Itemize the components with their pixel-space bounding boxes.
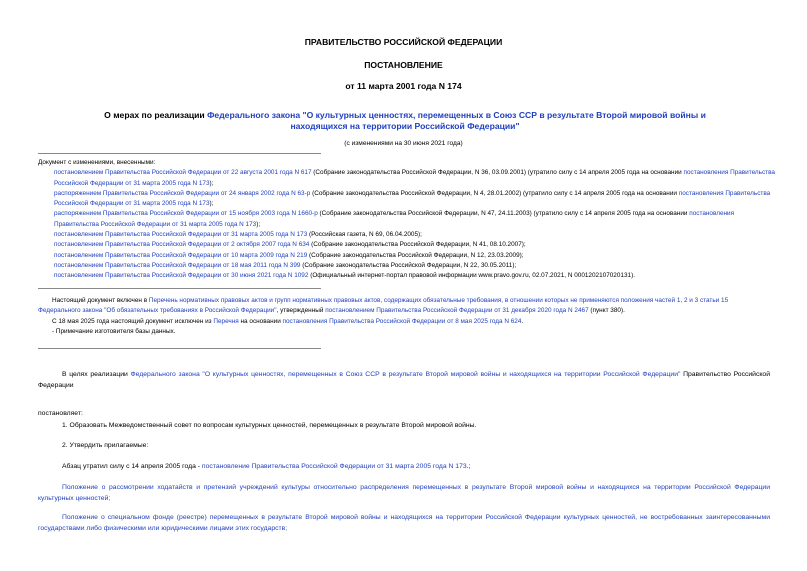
revision-note: (с изменениями на 30 июня 2021 года) (344, 140, 463, 147)
change-item (38, 240, 778, 250)
title-law-link[interactable]: Федерального закона "О культурных ценностях, перемещенных в Союз ССР в результате Второй мировой войны и находящихся на территории Российской Федерации" (207, 110, 706, 131)
change-item-link[interactable]: постановлением Правительства Российской Федерации от 22 августа 2001 года N 617 (54, 169, 312, 177)
regulation-2-link[interactable]: Положение о специальном фонде (реестре) перемещенных в результате Второй мировой войны и находящихся на территории Российской Федерации культурных ценностей, не востребованных заинтересованными государствами либо физическими или юридическими лицами этих государств; (38, 514, 770, 532)
change-item (38, 189, 778, 210)
government-heading: ПРАВИТЕЛЬСТВО РОССИЙСКОЙ ФЕДЕРАЦИИ (304, 37, 503, 47)
change-item-repeal-link[interactable]: постановления Правительства Российской Федерации от 31 марта 2005 года N 173 (54, 169, 775, 187)
note-perechen-link[interactable]: Перечня (213, 317, 239, 325)
document-title (90, 110, 720, 132)
change-item-link[interactable]: постановлением Правительства Российской Федерации от 18 мая 2011 года N 399 (54, 261, 301, 269)
note-decree-link[interactable]: постановлением Правительства Российской Федерации от 31 декабря 2020 года N 2467 (325, 307, 589, 315)
note-text: С 18 мая 2025 года настоящий документ исключен из (52, 317, 214, 325)
abzac-decree-link[interactable]: постановление Правительства Российской Федерации от 31 марта 2005 года N 173 (201, 463, 467, 470)
change-item-repeal-link[interactable]: постановления Правительства Российской Федерации от 31 марта 2005 года N 173 (54, 189, 771, 208)
note-text: . (521, 317, 524, 325)
change-item-repeal-link[interactable]: постановления Правительства Российской Федерации от 31 марта 2005 года N 173 (54, 210, 735, 228)
note-text: , утвержденный (276, 307, 326, 315)
item-1 (38, 421, 770, 432)
change-item-link[interactable]: постановлением Правительства Российской Федерации от 2 октября 2007 года N 634 (54, 241, 310, 249)
change-item-link[interactable]: постановлением Правительства Российской Федерации от 10 марта 2009 года N 219 (54, 251, 308, 259)
change-item-link[interactable]: постановлением Правительства Российской Федерации от 31 марта 2005 года N 173 (54, 231, 308, 239)
note-decree-2025-link[interactable]: постановления Правительства Российской Федерации от 8 мая 2025 года N 624 (282, 317, 522, 325)
change-item-link[interactable]: постановлением Правительства Российской Федерации от 30 июня 2021 года N 1092 (54, 272, 309, 280)
change-item-text: (Собрание законодательства Российской Федерации, N 22, 30.05.2011); (300, 261, 517, 269)
title-prefix: О мерах по реализации (104, 110, 208, 120)
item-1-text: 1. Образовать Межведомственный совет по вопросам культурных ценностей, перемещенных в результате Второй мировой войны. (62, 422, 477, 429)
preamble-law-link[interactable]: Федерального закона "О культурных ценностях, перемещенных в Союз ССР в результате Второй мировой войны и находящихся на территории Российской Федерации" (130, 371, 681, 378)
change-item-tail: ); (209, 200, 214, 208)
change-item (38, 168, 778, 189)
divider-bottom (38, 348, 321, 349)
change-item-text: (Собрание законодательства Российской Федерации, N 47, 24.11.2003) (утратило силу с 14 апреля 2005 года на основании (317, 210, 690, 218)
divider-middle (38, 288, 321, 289)
abzac-paragraph (38, 462, 770, 473)
change-item-link[interactable]: распоряжением Правительства Российской Федерации от 15 ноября 2003 года N 1660-р (54, 210, 318, 218)
changes-list (38, 158, 778, 282)
change-item-text: (Собрание законодательства Российской Федерации, N 4, 28.01.2002) (утратило силу с 14 апреля 2005 года на основании (310, 189, 679, 197)
change-item-text: (Собрание законодательства Российской Федерации, N 41, 08.10.2007); (309, 241, 526, 249)
date-number-heading: от 11 марта 2001 года N 174 (345, 81, 462, 91)
change-item-text: (Собрание законодательства Российской Федерации, N 12, 23.03.2009); (307, 251, 524, 259)
change-item-text: (Российская газета, N 69, 06.04.2005); (307, 231, 422, 239)
item-2 (38, 441, 770, 452)
change-item (38, 251, 778, 261)
regulation-1-link[interactable]: Положение о рассмотрении ходатайств и претензий учреждений культуры относительно распределения перемещенных в результате Второй мировой войны и находящихся на территории Российской Федерации культурных ценностей; (38, 484, 770, 502)
changes-items (38, 168, 778, 281)
note-paragraph-2 (38, 317, 770, 327)
divider-top (38, 153, 321, 154)
item-2-text: 2. Утвердить прилагаемые: (62, 442, 149, 449)
change-item (38, 209, 778, 230)
decree-word: постановляет: (38, 410, 83, 417)
change-item (38, 271, 778, 281)
doc-type-heading: ПОСТАНОВЛЕНИЕ (364, 60, 443, 70)
preamble (38, 370, 770, 392)
database-note (38, 296, 770, 338)
note-list-link[interactable]: Перечень нормативных правовых актов и групп нормативных правовых актов, содержащих обязательные требования, в отношении которых не применяются положения частей 1, 2 и 3 статьи 15 Федерального закона "Об обязательных требованиях в Российской Федерации" (38, 297, 729, 315)
change-item-text: (Официальный интернет-портал правовой информации www.pravo.gov.ru, 02.07.2021, N 0001202107020131). (308, 272, 635, 280)
change-item-tail: ); (209, 179, 214, 187)
note-text: (пункт 380). (588, 307, 625, 315)
regulation-1 (38, 483, 770, 505)
regulation-2 (38, 513, 770, 535)
abzac-text: .; (466, 463, 471, 470)
preamble-text: Правительство Российской Федерации (38, 371, 771, 389)
change-item-link[interactable]: распоряжением Правительства Российской Федерации от 24 января 2002 года N 63-р (54, 189, 311, 197)
change-item (38, 261, 778, 271)
preamble-text: В целях реализации (62, 371, 131, 378)
abzac-text: Абзац утратил силу с 14 апреля 2005 года - (62, 463, 202, 470)
change-item-text: (Собрание законодательства Российской Федерации, N 36, 03.09.2001) (утратило силу с 14 апреля 2005 года на основании (311, 169, 684, 177)
change-item (38, 230, 778, 240)
note-paragraph-1 (38, 296, 770, 317)
note-paragraph-3: - Примечание изготовителя базы данных. (52, 328, 176, 336)
changes-intro: Документ с изменениями, внесенными: (38, 159, 156, 166)
change-item-tail: ); (256, 220, 261, 228)
note-text: Настоящий документ включен в (52, 297, 149, 304)
note-text: на основании (238, 317, 283, 325)
